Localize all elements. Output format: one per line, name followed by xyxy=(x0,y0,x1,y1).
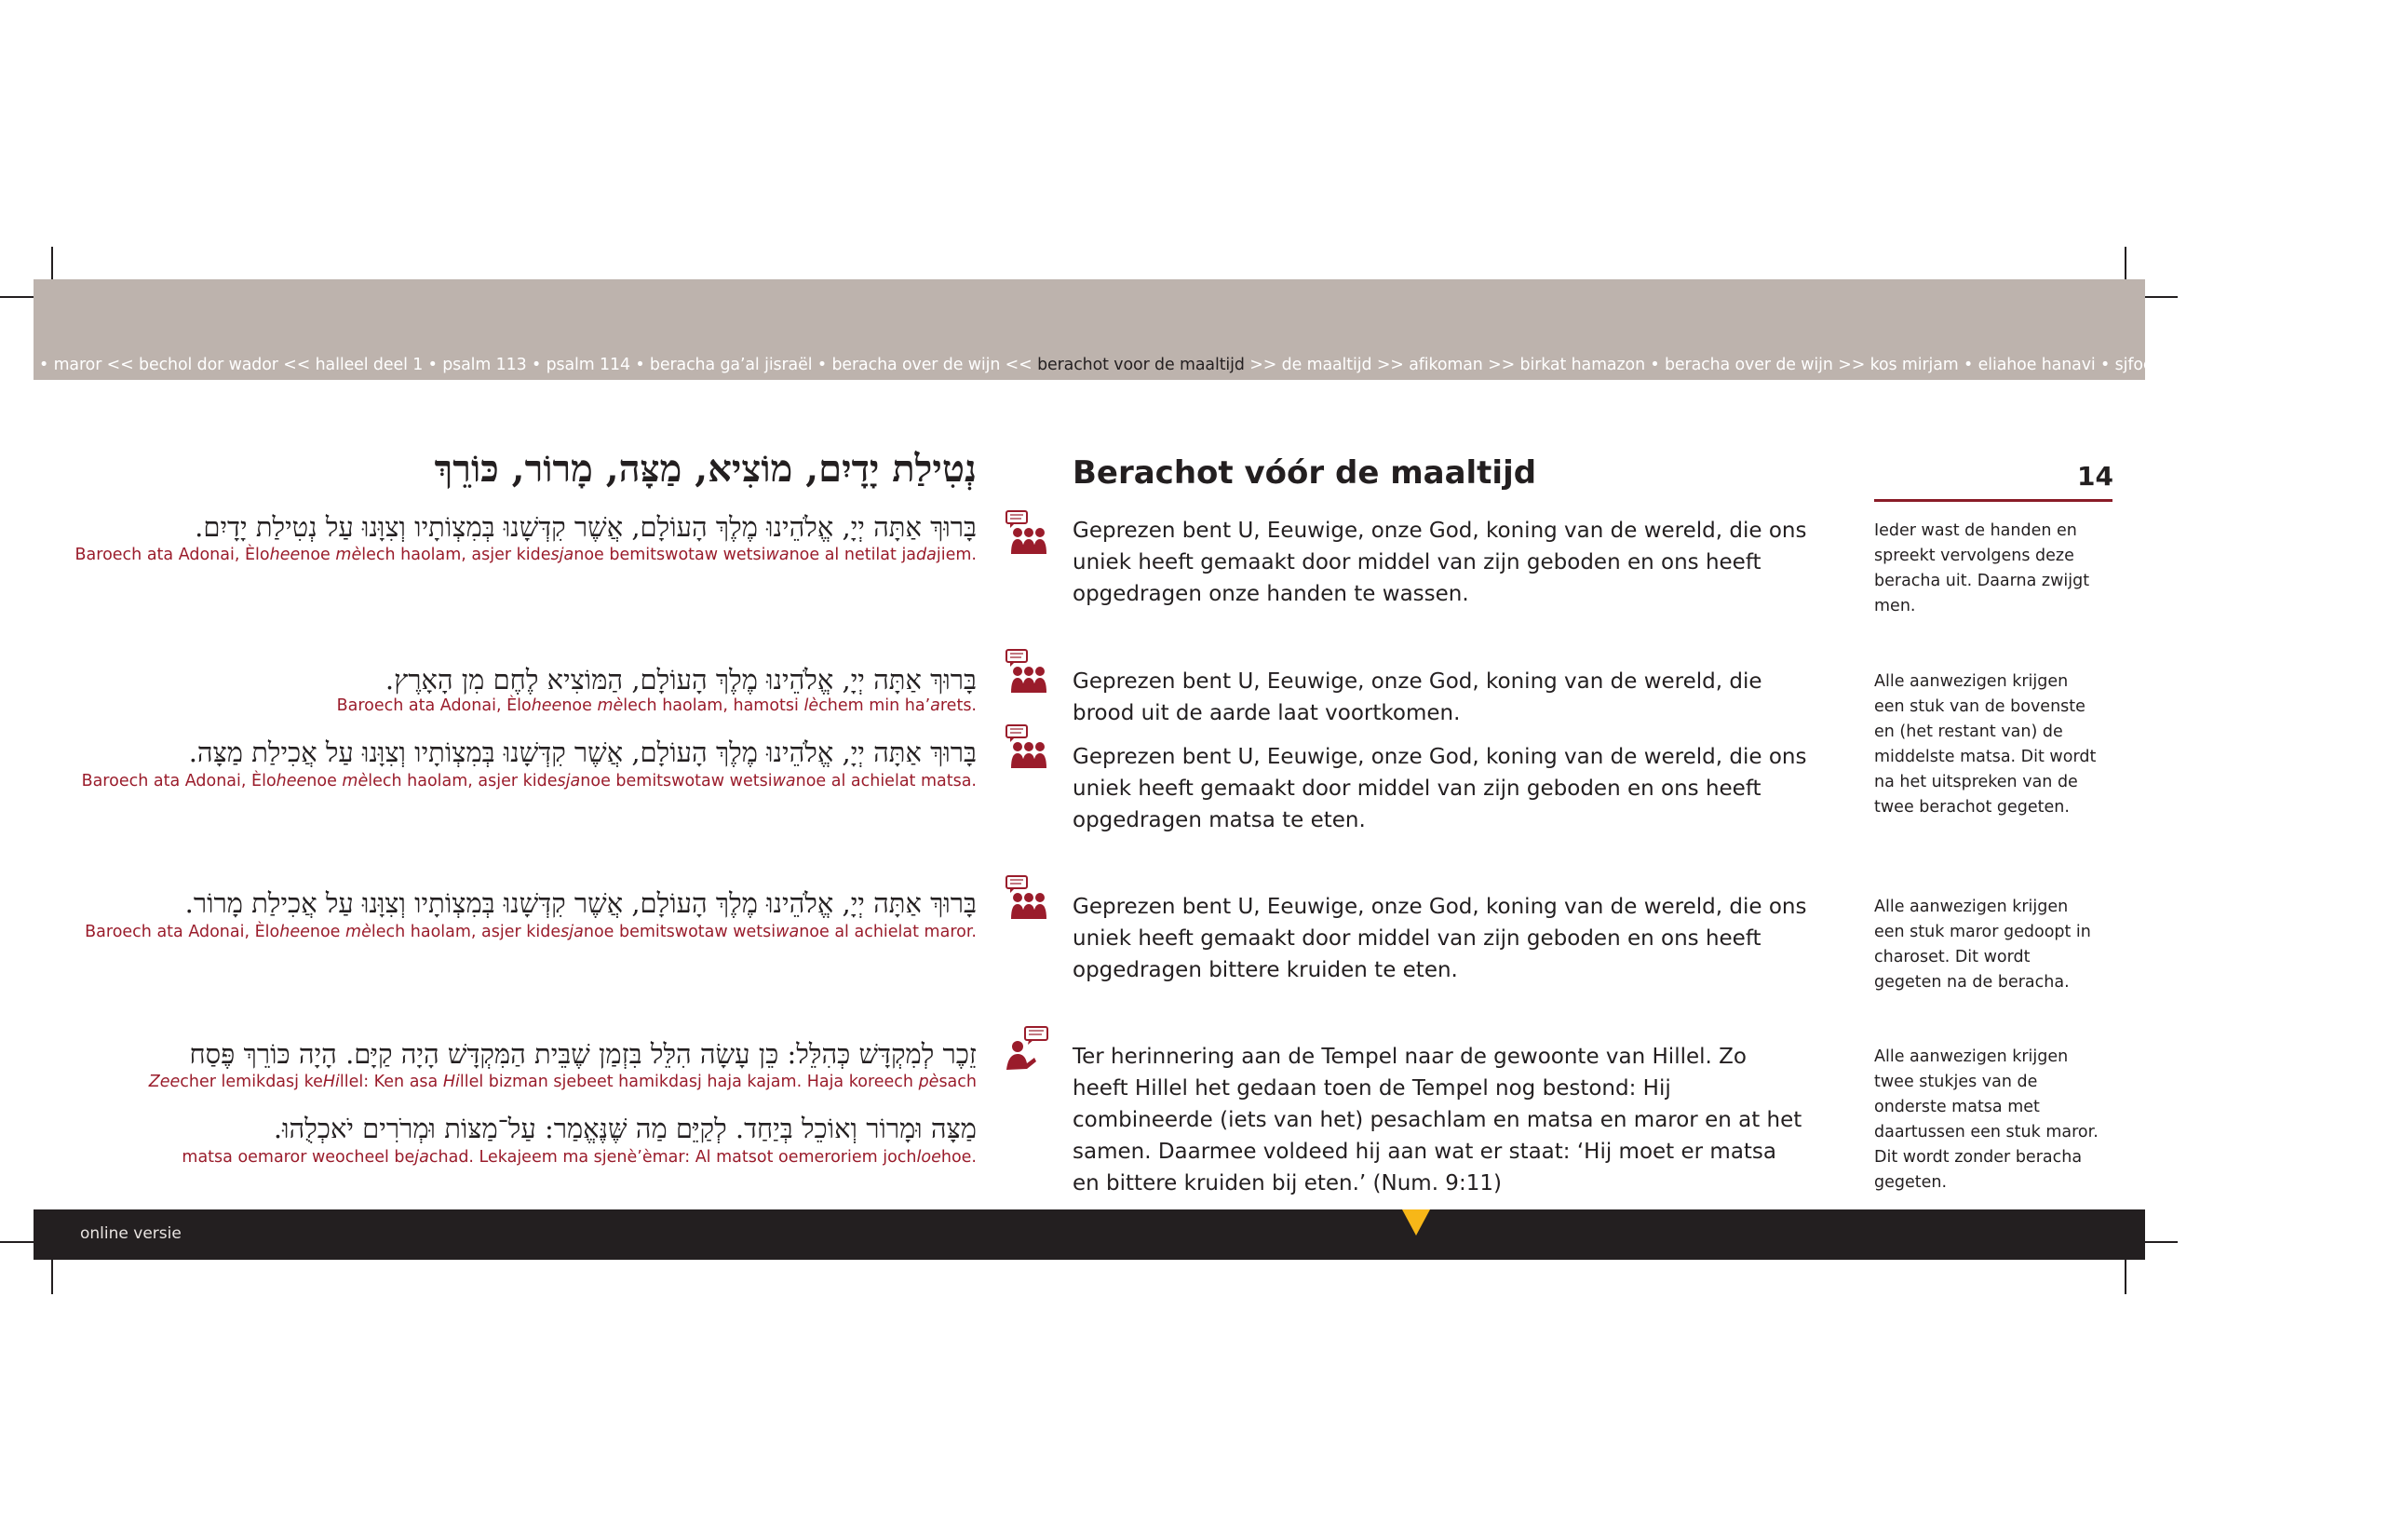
page-number: 14 xyxy=(2077,461,2113,492)
navigation-band xyxy=(34,279,2389,380)
side-note: Alle aanwezigen krijgen twee stukjes van de onderste matsa met daartussen een stuk maror. Dit wordt zonder beracha gegeten. xyxy=(1874,1047,2099,1192)
transliteration-line: Baroech ata Adonai, Èloheenoe mèlech haolam, asjer kidesjanoe bemitswotaw wetsiwanoe al netilat jadajiem. xyxy=(74,546,977,564)
title-rule xyxy=(1874,499,2112,502)
transliteration-line: Zeecher lemikdasj keHillel: Ken asa Hillel bizman sjebeet hamikdasj haja kajam. Haja koreech pèsach xyxy=(148,1073,977,1091)
crop-mark xyxy=(51,1259,53,1294)
group-speaking-icon xyxy=(1003,510,1051,555)
transliteration-line: Baroech ata Adonai, Èloheenoe mèlech haolam, hamotsi lèchem min ha’arets. xyxy=(336,696,977,715)
dutch-translation: Geprezen bent U, Eeuwige, onze God, koning van de wereld, die ons uniek heeft gemaakt door middel van zijn geboden en ons heeft opgedragen bittere kruiden te eten. xyxy=(1073,895,1807,982)
dutch-translation: Geprezen bent U, Eeuwige, onze God, koning van de wereld, die ons uniek heeft gemaakt door middel van zijn geboden en ons heeft opgedragen matsa te eten. xyxy=(1073,745,1807,832)
dutch-translation: Ter herinnering aan de Tempel naar de gewoonte van Hillel. Zo heeft Hillel het gedaan toen de Tempel nog bestond: Hij combineerde (iets van het) pesachlam en matsa en maror en at het samen. Daarmee voldeed hij aan wat er staat: ‘Hij moet er matsa en bittere kruiden bij eten.’ (Num. 9:11) xyxy=(1073,1045,1802,1196)
transliteration-line: Baroech ata Adonai, Èloheenoe mèlech haolam, asjer kidesjanoe bemitswotaw wetsiwanoe al achielat maror. xyxy=(85,923,977,941)
crop-mark xyxy=(0,1241,35,1243)
transliteration-line: Baroech ata Adonai, Èloheenoe mèlech haolam, asjer kidesjanoe bemitswotaw wetsiwanoe al achielat matsa. xyxy=(81,772,977,790)
breadcrumb xyxy=(34,356,2389,374)
dutch-translation: Geprezen bent U, Eeuwige, onze God, koning van de wereld, die brood uit de aarde laat voortkomen. xyxy=(1073,669,1762,725)
hebrew-line: מַצָּה וּמָרוֹר וְאוֹכֵל בְּיַחַד. לְקַיֵּם מַה שֶּׁנֶּאֱמַר: עַל־מַצּוֹת וּמְרֹרִים יֹאכְלֻהוּ. xyxy=(273,1113,977,1144)
crop-mark xyxy=(2143,296,2178,298)
footer-band xyxy=(34,1209,2145,1260)
hebrew-line: בָּרוּךְ אַתָּה יְיָ, אֱלֹהֵינוּ מֶלֶךְ הָעוֹלָם, אֲשֶׁר קִדְּשָׁנוּ בְּמִצְוֹתָיו וְצִוָּנוּ עַל נְטִילַת יָדָיִם. xyxy=(195,511,977,543)
side-note: Alle aanwezigen krijgen een stuk maror gedoopt in charoset. Dit wordt gegeten na de beracha. xyxy=(1874,898,2091,992)
page-title: Berachot vóór de maaltijd xyxy=(1073,454,1537,492)
single-speaker-icon xyxy=(1003,1026,1051,1071)
footer-label: online versie xyxy=(80,1224,182,1243)
crop-mark xyxy=(51,247,53,282)
crop-mark xyxy=(2125,247,2126,282)
breadcrumb-after[interactable]: >> de maaltijd >> afikoman >> birkat hamazon • beracha over de wijn >> kos mirjam • eliahoe hanavi • sjfoch chamatcha • koema adonai xyxy=(1249,356,2389,374)
transliteration-line: matsa oemaror weocheel bejachad. Lekajeem ma sjenè’èmar: Al matsot oemeroriem jochloehoe. xyxy=(182,1148,977,1167)
hebrew-line: בָּרוּךְ אַתָּה יְיָ, אֱלֹהֵינוּ מֶלֶךְ הָעוֹלָם, אֲשֶׁר קִדְּשָׁנוּ בְּמִצְוֹתָיו וְצִוָּנוּ עַל אֲכִילַת מָרוֹר. xyxy=(184,887,977,919)
breadcrumb-current[interactable]: berachot voor de maaltijd xyxy=(1037,356,1245,374)
crop-mark xyxy=(2125,1259,2126,1294)
dutch-translation: Geprezen bent U, Eeuwige, onze God, koning van de wereld, die ons uniek heeft gemaakt door middel van zijn geboden en ons heeft opgedragen onze handen te wassen. xyxy=(1073,519,1807,606)
crop-mark xyxy=(0,296,35,298)
hebrew-line: בָּרוּךְ אַתָּה יְיָ, אֱלֹהֵינוּ מֶלֶךְ הָעוֹלָם, אֲשֶׁר קִדְּשָׁנוּ בְּמִצְוֹתָיו וְצִוָּנוּ עַל אֲכִילַת מַצָּה. xyxy=(188,736,977,768)
breadcrumb-before[interactable]: • maror << bechol dor wador << halleel deel 1 • psalm 113 • psalm 114 • beracha ga’al jisraël • beracha over de wijn << xyxy=(39,356,1033,374)
group-speaking-icon xyxy=(1003,649,1051,694)
side-note: Ieder wast de handen en spreekt vervolgens deze beracha uit. Daarna zwijgt men. xyxy=(1874,521,2090,615)
crop-mark xyxy=(2143,1241,2178,1243)
triangle-marker-icon xyxy=(1402,1209,1430,1236)
hebrew-line: זֵכֶר לְמִקְדָּשׁ כְּהִלֵּל: כֵּן עָשָׂה הִלֵּל בִּזְמַן שֶׁבֵּית הַמִּקְדָּשׁ הָיָה קַיָּם. הָיָה כּוֹרֵךְ פֶּסַח xyxy=(189,1038,977,1070)
hebrew-line: בָּרוּךְ אַתָּה יְיָ, אֱלֹהֵינוּ מֶלֶךְ הָעוֹלָם, הַמּוֹצִיא לֶחֶם מִן הָאָרֶץ. xyxy=(385,664,977,696)
side-note: Alle aanwezigen krijgen een stuk van de bovenste en (het restant van) de middelste matsa. Dit wordt na het uitspreken van de twee berachot gegeten. xyxy=(1874,672,2097,817)
group-speaking-icon xyxy=(1003,724,1051,769)
hebrew-title: נְטִילַת יָדָיִם, מוֹצִיא, מַצָּה, מָרוֹר, כּוֹרֵךְ xyxy=(434,447,977,491)
group-speaking-icon xyxy=(1003,875,1051,920)
